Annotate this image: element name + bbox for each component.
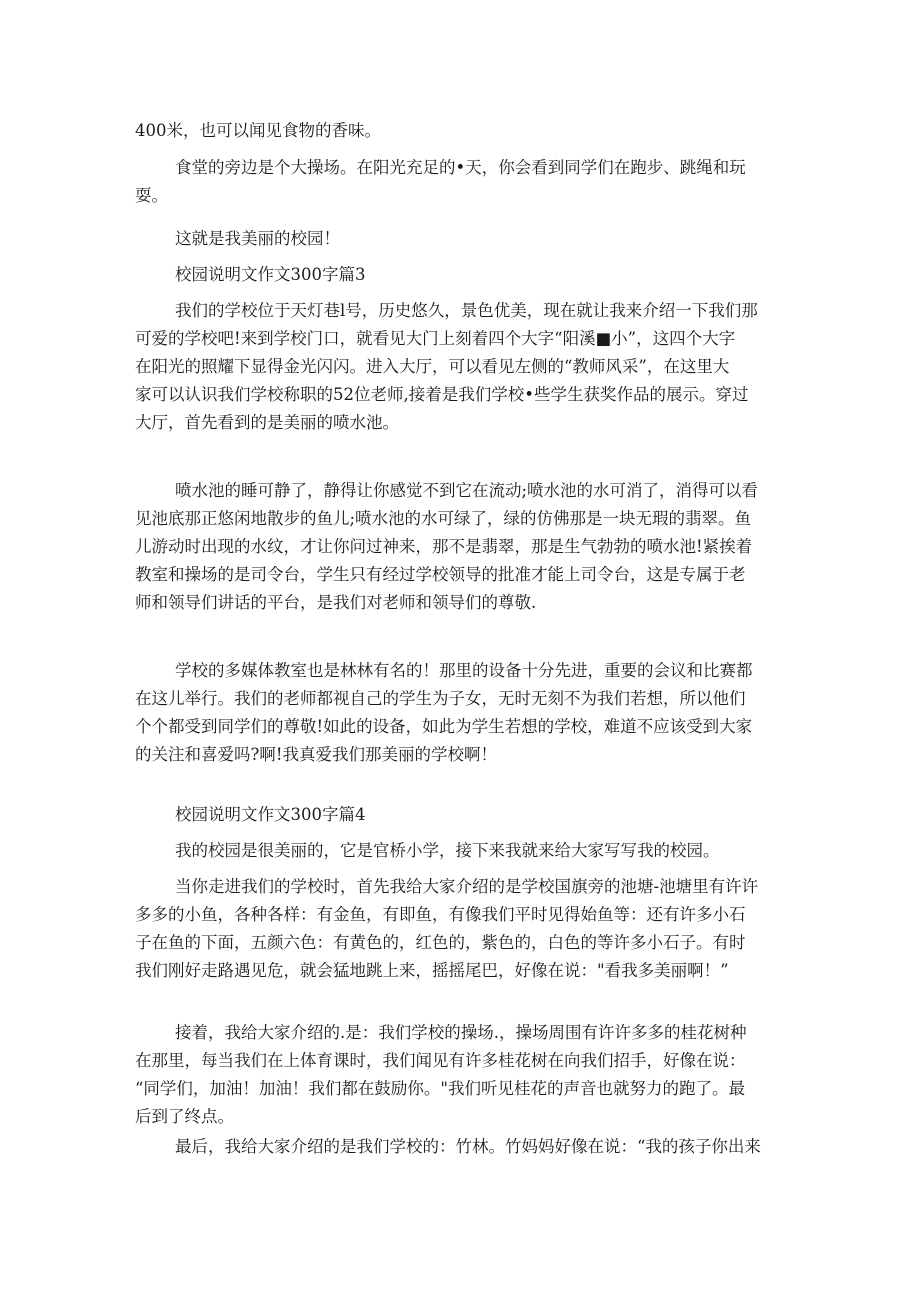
- text-line: “同学们，加油！加油！我们都在鼓励你。"我们听见桂花的声音也就努力的跑了。最: [135, 1079, 746, 1098]
- text-line: 后到了终点。: [135, 1107, 234, 1126]
- text-line: 这就是我美丽的校园！: [175, 229, 340, 248]
- text-line: 在阳光的照耀下显得金光闪闪。进入大厅，可以看见左侧的“教师风采”，在这里大: [135, 357, 730, 376]
- paragraph-2: [135, 154, 775, 210]
- text-line: 喷水池的睡可静了，静得让你感觉不到它在流动;喷水池的水可消了，消得可以看: [175, 481, 759, 500]
- text-line: 多多的小鱼，各种各样：有金鱼，有即鱼，有像我们平时见得始鱼等：还有许多小石: [135, 905, 746, 924]
- paragraph-11: [135, 1019, 775, 1131]
- text-line: 在那里，每当我们在上体育课时，我们闻见有许多桂花树在向我们招手，好像在说：: [135, 1051, 746, 1070]
- text-line: 师和领导们讲话的平台，是我们对老师和领导们的尊敬.: [135, 593, 537, 612]
- text-line: 个个都受到同学们的尊敬!如此的设备，如此为学生若想的学校，难道不应该受到大家: [135, 717, 753, 736]
- paragraph-6: [135, 477, 775, 617]
- paragraph-5: [135, 297, 775, 437]
- text-line: 校园说明文作文300字篇3: [175, 265, 366, 284]
- text-line: 大厅，首先看到的是美丽的喷水池。: [135, 413, 399, 432]
- text-line: 学校的多媒体教室也是林林有名的！那里的设备十分先进，重要的会议和比赛都: [175, 661, 753, 680]
- text-line: 我的校园是很美丽的，它是官桥小学，接下来我就来给大家写写我的校园。: [175, 841, 720, 860]
- text-line: 食堂的旁边是个大操场。在阳光充足的•天，你会看到同学们在跑步、跳绳和玩: [175, 158, 746, 177]
- text-line: 子在鱼的下面，五颜六色：有黄色的，红色的，紫色的，白色的等许多小石子。有时: [135, 933, 746, 952]
- text-line: 耍。: [135, 186, 168, 205]
- text-line: 400米，也可以闻见食物的香味。: [135, 121, 381, 140]
- text-line: 可爱的学校吧!来到学校门口，就看见大门上刻着四个大字“阳溪■小”，这四个大字: [135, 329, 736, 348]
- text-line: 我们的学校位于天灯巷l号，历史悠久，景色优美，现在就让我来介绍一下我们那: [175, 301, 758, 320]
- paragraph-9: [135, 837, 775, 865]
- text-line: 儿游动时出现的水纹，才让你问过神来，那不是翡翠，那是生气勃勃的喷水池!紧挨着: [135, 537, 753, 556]
- text-line: 最后，我给大家介绍的是我们学校的：竹林。竹妈妈好像在说：“我的孩子你出来: [175, 1137, 761, 1156]
- text-line: 见池底那正悠闲地散步的鱼儿;喷水池的水可绿了，绿的仿佛那是一块无瑕的翡翠。鱼: [135, 509, 752, 528]
- text-line: 校园说明文作文300字篇4: [175, 805, 366, 824]
- text-line: 家可以认识我们学校称职的52位老师,接着是我们学校•些学生获奖作品的展示。穿过: [135, 385, 749, 404]
- paragraph-1: [135, 117, 775, 145]
- paragraph-10: [135, 873, 775, 985]
- section-heading-4: [135, 801, 775, 829]
- paragraph-12: [135, 1133, 775, 1161]
- text-line: 接着，我给大家介绍的.是：我们学校的操场.，操场周围有许许多多的桂花树种: [175, 1023, 747, 1042]
- text-line: 当你走进我们的学校时，首先我给大家介绍的是学校国旗旁的池塘-池塘里有许许: [175, 877, 759, 896]
- text-line: 我们刚好走路遇见危，就会猛地跳上来，摇摇尾巴，好像在说："看我多美丽啊！”: [135, 961, 729, 980]
- paragraph-7: [135, 657, 775, 769]
- paragraph-3: [135, 225, 775, 253]
- text-line: 的关注和喜爱吗?啊!我真爱我们那美丽的学校啊！: [135, 745, 497, 764]
- section-heading-3: [135, 261, 775, 289]
- text-line: 教室和操场的是司令台，学生只有经过学校领导的批准才能上司令台，这是专属于老: [135, 565, 746, 584]
- text-line: 在这儿举行。我们的老师都视自己的学生为子女，无时无刻不为我们若想，所以他们: [135, 689, 746, 708]
